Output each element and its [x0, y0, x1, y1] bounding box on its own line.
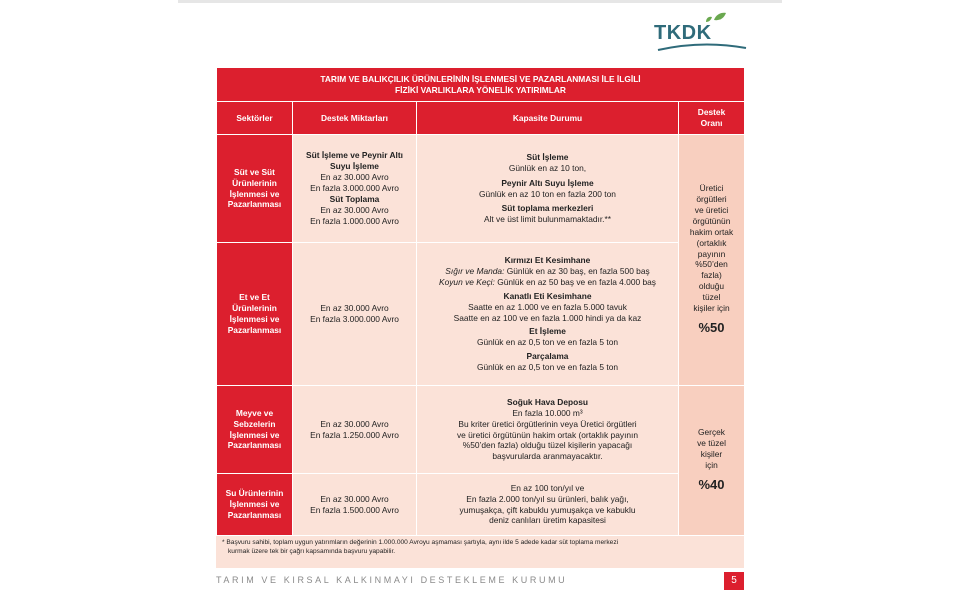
document-page — [178, 0, 782, 600]
amount-fruit-vegetables: En az 30.000 Avro En fazla 1.250.000 Avro — [293, 386, 417, 474]
investment-support-table — [216, 67, 745, 536]
sector-dairy: Süt ve Süt Ürünlerinin İşlenmesi ve Pazarlanması — [217, 135, 293, 243]
capacity-aquaculture: En az 100 ton/yıl ve En fazla 2.000 ton/yıl su ürünleri, balık yağı, yumuşakça, çift kabuklu yumuşakça ve kabuklu deniz canlıları üretim kapasitesi — [417, 474, 679, 536]
capacity-dairy: Süt İşleme Günlük en az 10 ton, Peynir Altı Suyu İşleme Günlük en az 10 ton en fazla 200 ton Süt toplama merkezleri Alt ve üst limit bulunmamaktadır.** — [417, 135, 679, 243]
tkdk-logo — [654, 10, 750, 56]
sector-meat: Et ve Et Ürünlerinin İşlenmesi ve Pazarlanması — [217, 243, 293, 386]
capacity-fruit-vegetables: Soğuk Hava Deposu En fazla 10.000 m³ Bu kriter üretici örgütlerinin veya Üretici örgütleri ve üretici örgütünün hakim ortak (ortaklık payının %50’den fazla) olduğu tüzel kişilerin yapacağı başvurularda aranmayacaktır. — [417, 386, 679, 474]
rate-40-percent: %40 — [698, 476, 725, 492]
header-rate: Destek Oranı — [679, 102, 745, 135]
table-title: TARIM VE BALIKÇILIK ÜRÜNLERİNİN İŞLENMESİ VE PAZARLANMASI İLE İLGİLİ FİZİKİ VARLIKLARA YÖNELİK YATIRIMLAR — [217, 68, 745, 102]
sector-aquaculture: Su Ürünlerinin İşlenmesi ve Pazarlanması — [217, 474, 293, 536]
header-amounts: Destek Miktarları — [293, 102, 417, 135]
page-footer — [216, 572, 744, 590]
page-number: 5 — [724, 572, 744, 590]
header-capacity: Kapasite Durumu — [417, 102, 679, 135]
rate-50-percent: %50 — [698, 320, 725, 336]
table-row — [217, 243, 745, 386]
footer-organization-name: TARIM VE KIRSAL KALKINMAYI DESTEKLEME KURUMU — [216, 575, 568, 585]
table-row — [217, 474, 745, 536]
top-rule — [178, 0, 782, 3]
sector-fruit-vegetables: Meyve ve Sebzelerin İşlenmesi ve Pazarlanması — [217, 386, 293, 474]
logo-text: TKDK — [654, 22, 712, 44]
capacity-meat: Kırmızı Et Kesimhane Sığır ve Manda: Günlük en az 30 baş, en fazla 500 baş Koyun ve Keçi: Günlük en az 50 baş ve en fazla 4.000 baş Kanatlı Eti Kesimhane Saatte en az 1.000 ve en fazla 5.000 tavuk Saatte en az 100 ve en fazla 1.000 hindi ya da kaz Et İşleme Günlük en az 0,5 ton ve en fazla 5 ton Parçalama Günlük en az 0,5 ton ve en fazla 5 ton — [417, 243, 679, 386]
rate-natural-legal-persons: Gerçek ve tüzel kişiler için %40 — [679, 386, 745, 536]
footnote: * Başvuru sahibi, toplam uygun yatırımların değerinin 1.000.000 Avroyu aşmaması şartıyla, aynı ilde 5 adede kadar süt toplama merkezi kurmak üzere tek bir çağrı kapsamında başvuru yapabilir. — [216, 536, 744, 568]
amount-aquaculture: En az 30.000 Avro En fazla 1.500.000 Avro — [293, 474, 417, 536]
amount-dairy: Süt İşleme ve Peynir Altı Suyu İşleme En az 30.000 Avro En fazla 3.000.000 Avro Süt Toplama En az 30.000 Avro En fazla 1.000.000 Avro — [293, 135, 417, 243]
table-row — [217, 386, 745, 474]
header-sectors: Sektörler — [217, 102, 293, 135]
table-row — [217, 135, 745, 243]
rate-producer-organizations: Üretici örgütleri ve üretici örgütünün hakim ortak (ortaklık payının %50’den fazla) olduğu tüzel kişiler için %50 — [679, 135, 745, 386]
amount-meat: En az 30.000 Avro En fazla 3.000.000 Avro — [293, 243, 417, 386]
